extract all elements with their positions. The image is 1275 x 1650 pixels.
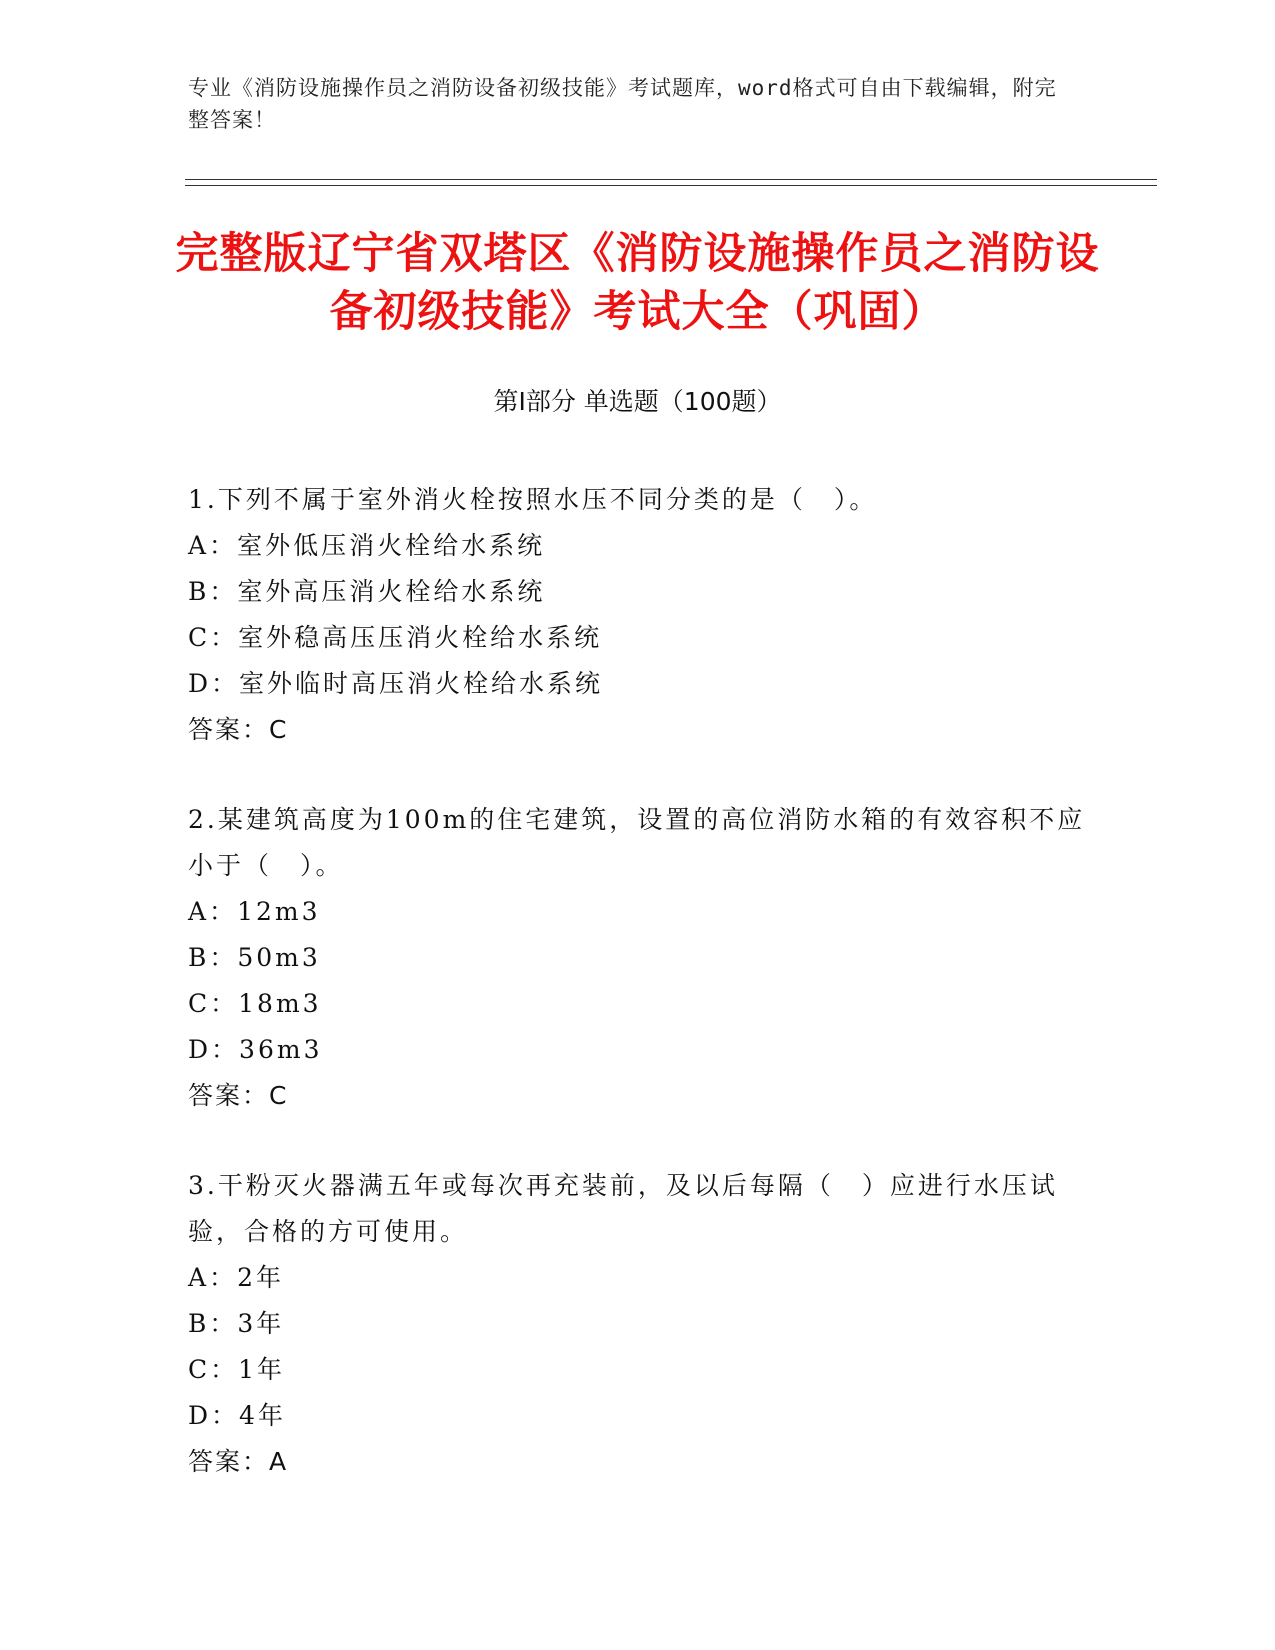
- header-note: 专业《消防设施操作员之消防设备初级技能》考试题库，word格式可自由下载编辑，附完整答案！: [188, 76, 1057, 132]
- option-text: 18m3: [238, 989, 322, 1018]
- question-1: [188, 477, 1088, 753]
- option-letter: A：: [188, 531, 238, 560]
- header-divider-bottom: [185, 185, 1157, 186]
- option-text: 室外低压消火栓给水系统: [237, 531, 546, 560]
- option-letter: C：: [188, 1355, 239, 1384]
- question-2: [188, 797, 1088, 1119]
- option-d: [188, 1393, 1088, 1439]
- option-letter: B：: [188, 1309, 238, 1338]
- question-3: [188, 1163, 1088, 1485]
- option-letter: D：: [188, 669, 240, 698]
- option-letter: A：: [188, 1263, 238, 1292]
- option-b: [188, 1301, 1088, 1347]
- option-letter: D：: [188, 1401, 240, 1430]
- option-c: [188, 615, 1088, 661]
- document-title: 完整版辽宁省双塔区《消防设施操作员之消防设备初级技能》考试大全（巩固）: [175, 229, 1100, 337]
- answer-line: 答案：C: [188, 715, 289, 744]
- option-text: 12m3: [237, 897, 321, 926]
- header-divider-top: [185, 179, 1157, 180]
- option-text: 室外稳高压压消火栓给水系统: [238, 623, 603, 652]
- option-text: 室外高压消火栓给水系统: [237, 577, 546, 606]
- option-text: 36m3: [239, 1035, 323, 1064]
- option-letter: C：: [188, 623, 239, 652]
- option-letter: A：: [188, 897, 238, 926]
- option-d: [188, 1027, 1088, 1073]
- option-c: [188, 1347, 1088, 1393]
- answer-line: 答案：C: [188, 1081, 289, 1110]
- question-stem: 1.下列不属于室外消火栓按照水压不同分类的是（ ）。: [188, 485, 878, 514]
- option-text: 4年: [239, 1401, 286, 1430]
- option-letter: B：: [188, 577, 238, 606]
- option-text: 1年: [238, 1355, 286, 1384]
- option-b: [188, 569, 1088, 615]
- option-a: [188, 1255, 1088, 1301]
- option-d: [188, 661, 1088, 707]
- option-text: 室外临时高压消火栓给水系统: [239, 669, 604, 698]
- option-text: 50m3: [237, 943, 321, 972]
- option-a: [188, 523, 1088, 569]
- answer-line: 答案：A: [188, 1447, 289, 1476]
- question-stem: 3.干粉灭火器满五年或每次再充装前，及以后每隔（ ）应进行水压试验，合格的方可使用。: [188, 1171, 1058, 1246]
- option-b: [188, 935, 1088, 981]
- option-text: 2年: [237, 1263, 284, 1292]
- option-a: [188, 889, 1088, 935]
- option-letter: C：: [188, 989, 239, 1018]
- question-stem: 2.某建筑高度为100m的住宅建筑，设置的高位消防水箱的有效容积不应小于（ ）。: [188, 805, 1086, 880]
- section-heading: 第Ⅰ部分 单选题（100题）: [493, 387, 782, 416]
- option-c: [188, 981, 1088, 1027]
- option-letter: B：: [188, 943, 238, 972]
- option-letter: D：: [188, 1035, 240, 1064]
- option-text: 3年: [237, 1309, 285, 1338]
